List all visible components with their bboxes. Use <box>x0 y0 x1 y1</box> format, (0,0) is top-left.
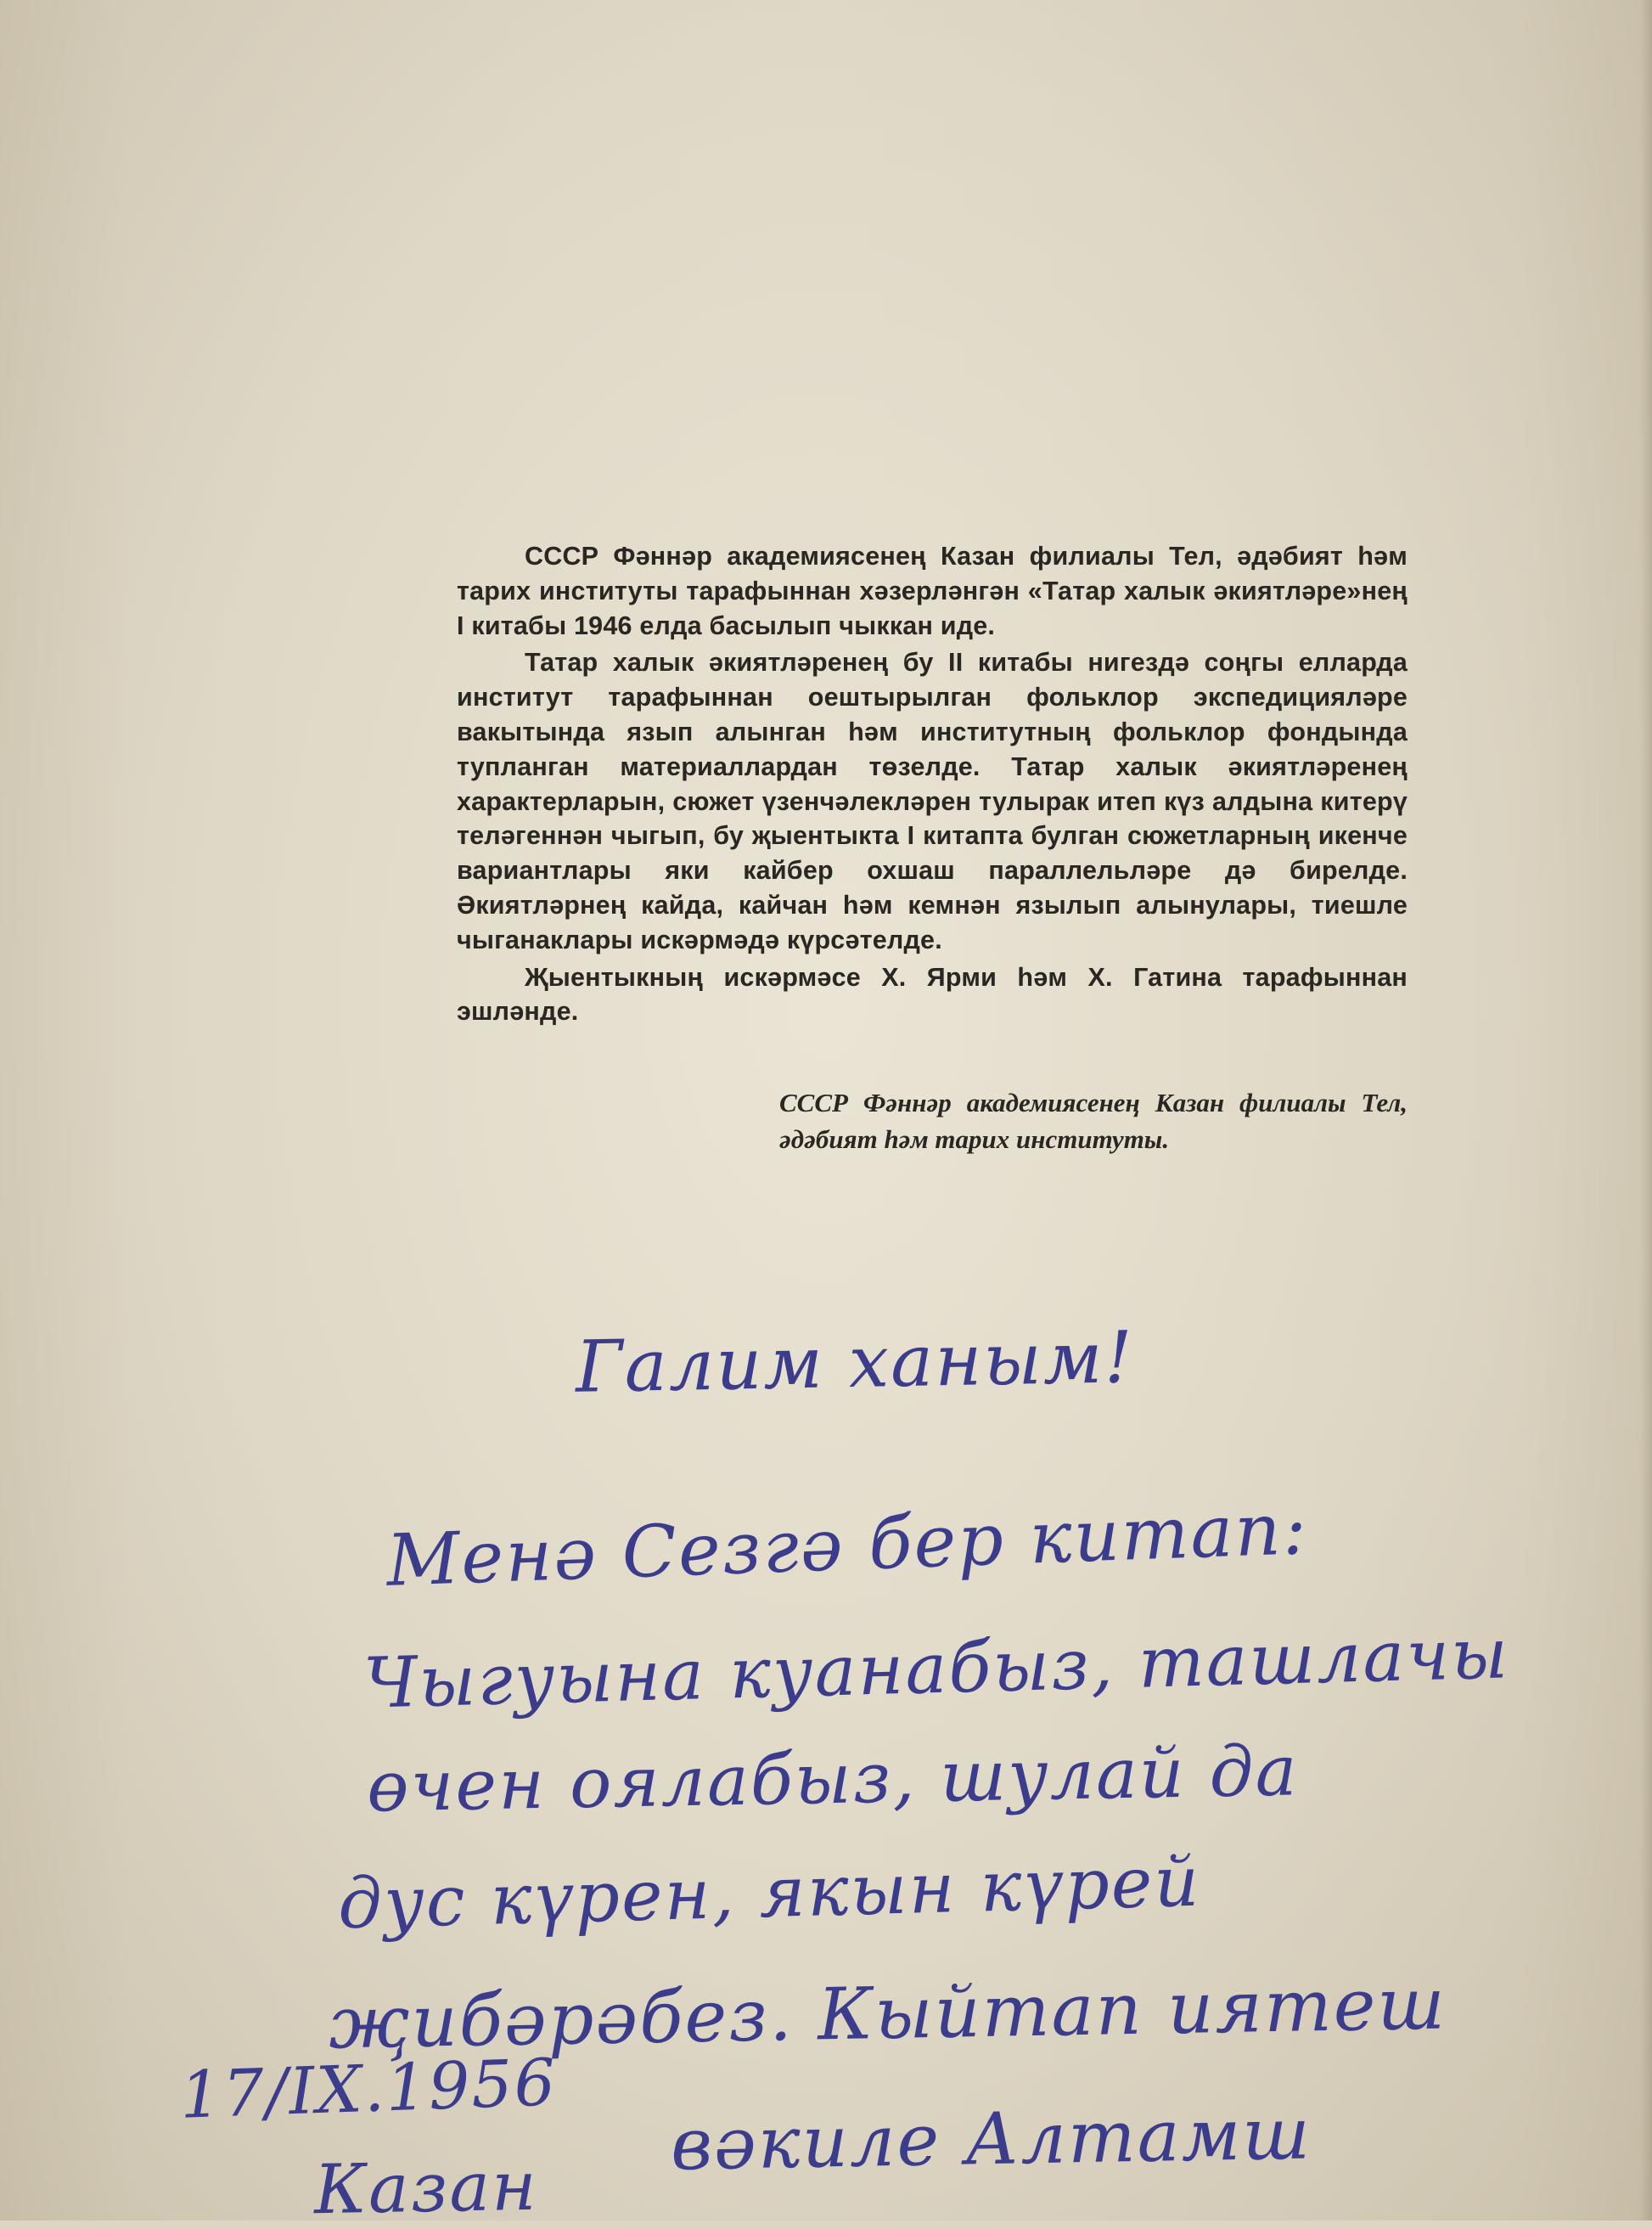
handwritten-line-3: өчен оялабыз, шулай да <box>366 1731 1300 1828</box>
page-edge-shadow <box>1640 0 1652 2221</box>
handwritten-line-5: җибәрәбез. Кыйтап иятеш <box>328 1962 1447 2065</box>
foreword-text <box>457 539 1408 1029</box>
handwritten-line-1: Менә Сезгә бер китап: <box>385 1487 1310 1602</box>
foreword-paragraph-3: Җыентыкның искәрмәсе Х. Ярми һәм Х. Гатина тарафыннан эшләнде. <box>457 962 1408 1027</box>
institute-signature: СССР Фәннәр академиясенең Казан филиалы Тел, әдәбият һәм тарих институты. <box>779 1088 1408 1154</box>
handwritten-signature: вәкиле Алтамш <box>670 2091 1312 2187</box>
foreword-paragraph-1: СССР Фәннәр академиясенең Казан филиалы Тел, әдәбият һәм тарих институты тарафыннан хәзерләнгән «Татар халык әкиятләре»нең I китабы 1946 елда басылып чыккан иде. <box>457 542 1408 640</box>
handwritten-place: Казан <box>313 2146 539 2229</box>
foreword-paragraph-2: Татар халык әкиятләренең бу II китабы нигездә соңгы елларда институт тарафыннан оештырылган фольклор экспедицияләре вакытында язып алынган һәм институтның фольклор фондында тупланган материаллардан төзелде. Татар халык әкиятләренең характерларын, сюжет үзенчәлекләрен тулырак итеп күз алдына китерү теләгеннән чыгып, бу җыентыкта I китапта булган сюжетларның икенче вариантлары яки кайбер охшаш параллельләре дә бирелде. Әкиятләрнең кайда, кайчан һәм кемнән язылып алынулары, тиешле чыганаклары искәрмәдә күрсәтелде. <box>457 648 1408 954</box>
handwritten-date: 17/IX.1956 <box>178 2044 559 2133</box>
handwritten-salutation: Галим ханым! <box>575 1315 1136 1409</box>
handwritten-line-2: Чыгуына куанабыз, ташлачы <box>362 1613 1511 1725</box>
handwritten-line-4: дус күрен, якын күрей <box>336 1841 1202 1945</box>
